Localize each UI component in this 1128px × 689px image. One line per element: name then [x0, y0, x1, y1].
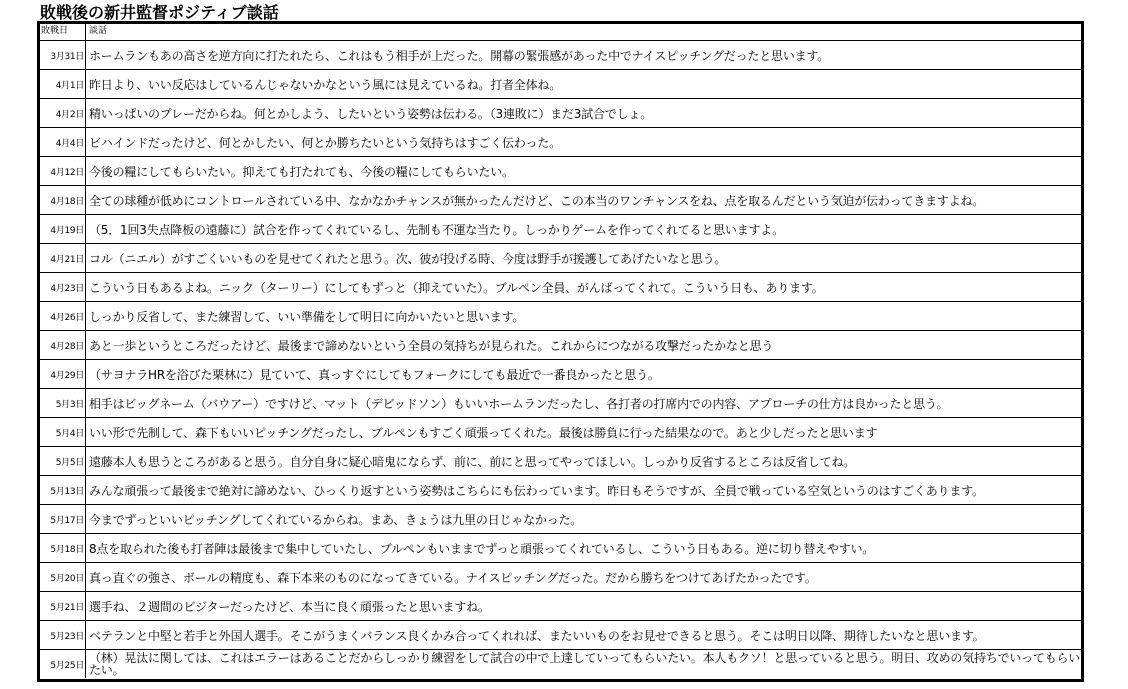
- table-row: [40, 621, 1081, 650]
- comment-cell: ホームランもあの高さを逆方向に打たれたら、これはもう相手が上だった。開幕の緊張感があった中でナイスピッチングだったと思います。: [89, 48, 830, 63]
- table-row: [40, 563, 1081, 592]
- table-row: [40, 41, 1081, 70]
- loss-date-cell: 4月23日: [40, 273, 86, 301]
- table-row: [40, 186, 1081, 215]
- loss-date-cell: 5月13日: [40, 476, 86, 504]
- header-comment: 談話: [89, 26, 108, 36]
- loss-date-cell: 4月28日: [40, 331, 86, 359]
- table-header-row: [40, 24, 1081, 41]
- loss-date-cell: 5月25日: [40, 650, 86, 678]
- comment-cell: 遠藤本人も思うところがあると思う。自分自身に疑心暗鬼にならず、前に、前にと思ってやってほしい。しっかり反省するところは反省してね。: [89, 454, 856, 469]
- header-date: 敗戦日: [40, 24, 86, 40]
- loss-date-cell: 4月2日: [40, 99, 86, 127]
- comment-cell: （林）晃汰に関しては、これはエラーはあることだからしっかり練習をして試合の中で上達していってもらいたい。本人もクソ！と思っていると思う。明日、攻めの気持ちでいってもらいたい。: [89, 651, 1081, 677]
- loss-date-cell: 5月4日: [40, 418, 86, 446]
- table-row: [40, 389, 1081, 418]
- comment-cell: 8点を取られた後も打者陣は最後まで集中していたし、ブルペンもいままでずっと頑張ってくれているし、こういう日もある。逆に切り替えやすい。: [89, 541, 875, 556]
- page-title: 敗戦後の新井監督ポジティブ談話: [40, 3, 279, 22]
- table-row: [40, 128, 1081, 157]
- loss-date-cell: 4月18日: [40, 186, 86, 214]
- table-row: [40, 302, 1081, 331]
- comment-cell: こういう日もあるよね。ニック（ターリー）にしてもずっと（抑えていた）。ブルペン全員、がんばってくれて。こういう日も、あります。: [89, 280, 824, 295]
- table-row: [40, 650, 1081, 678]
- comment-cell: みんな頑張って最後まで絶対に諦めない、ひっくり返すという姿勢はこちらにも伝わっています。昨日もそうですが、全員で戦っている空気というのはすごくあります。: [89, 483, 984, 498]
- comment-cell: コル（ニエル）がすごくいいものを見せてくれたと思う。次、彼が投げる時、今度は野手が援護してあげたいなと思う。: [89, 251, 727, 266]
- comment-cell: ベテランと中堅と若手と外国人選手。そこがうまくバランス良くかみ合ってくれれば、またいいものをお見せできると思う。そこは明日以降、期待したいなと思います。: [89, 628, 985, 643]
- comment-cell: 全ての球種が低めにコントロールされている中、なかなかチャンスが無かったんだけど、この本当のワンチャンスをね、点を取るんだという気迫が伝わってきますよね。: [89, 193, 985, 208]
- comment-cell: 今までずっといいピッチングしてくれているからね。まあ、きょうは九里の日じゃなかった。: [89, 512, 583, 527]
- comment-cell: 選手ね、２週間のビジターだったけど、本当に良く頑張ったと思いますね。: [89, 599, 490, 614]
- loss-date-cell: 3月31日: [40, 41, 86, 69]
- table-body: [40, 41, 1081, 678]
- comment-cell: 今後の糧にしてもらいたい。抑えても打たれても、今後の糧にしてもらいたい。: [89, 164, 514, 179]
- loss-date-cell: 5月20日: [40, 563, 86, 591]
- loss-date-cell: 5月5日: [40, 447, 86, 475]
- comment-cell: 昨日より、いい反応はしているんじゃないかなという風には見えているね。打者全体ね。: [89, 77, 562, 92]
- comments-table: [37, 21, 1084, 682]
- loss-date-cell: 4月19日: [40, 215, 86, 243]
- table-row: [40, 273, 1081, 302]
- comment-cell: ビハインドだったけど、何とかしたい、何とか勝ちたいという気持ちはすごく伝わった。: [89, 135, 561, 150]
- table-row: [40, 505, 1081, 534]
- table-row: [40, 447, 1081, 476]
- loss-date-cell: 4月1日: [40, 70, 86, 98]
- loss-date-cell: 5月3日: [40, 389, 86, 417]
- table-row: [40, 476, 1081, 505]
- table-row: [40, 418, 1081, 447]
- table-row: [40, 331, 1081, 360]
- comment-cell: 精いっぱいのプレーだからね。何とかしよう、したいという姿勢は伝わる。（3連敗に）まだ3試合でしょ。: [89, 106, 652, 121]
- table-row: [40, 360, 1081, 389]
- comment-cell: （5．1回3失点降板の遠藤に）試合を作ってくれているし、先制も不運な当たり。しっかりゲームを作ってくれてると思いますよ。: [89, 222, 784, 237]
- comment-cell: 相手はビッグネーム（バウアー）ですけど、マット（デビッドソン）もいいホームランだったし、各打者の打席内での内容、アプローチの仕方は良かったと思う。: [89, 396, 949, 411]
- table-row: [40, 70, 1081, 99]
- comment-cell: いい形で先制して、森下もいいピッチングだったし、ブルペンもすごく頑張ってくれた。最後は勝負に行った結果なので。あと少しだったと思います: [89, 425, 878, 440]
- loss-date-cell: 5月17日: [40, 505, 86, 533]
- loss-date-cell: 5月23日: [40, 621, 86, 649]
- comment-cell: （サヨナラHRを浴びた栗林に）見ていて、真っすぐにしてもフォークにしても最近で一番良かったと思う。: [89, 367, 660, 382]
- loss-date-cell: 5月21日: [40, 592, 86, 620]
- comment-cell: あと一歩というところだったけど、最後まで諦めないという全員の気持ちが見られた。これからにつながる攻撃だったかなと思う: [89, 338, 774, 353]
- table-row: [40, 99, 1081, 128]
- comment-cell: 真っ直ぐの強さ、ボールの精度も、森下本来のものになってきている。ナイスピッチングだった。だから勝ちをつけてあげたかったです。: [89, 570, 817, 585]
- loss-date-cell: 5月18日: [40, 534, 86, 562]
- comment-cell: しっかり反省して、また練習して、いい準備をして明日に向かいたいと思います。: [89, 309, 525, 324]
- table-row: [40, 534, 1081, 563]
- table-row: [40, 244, 1081, 273]
- loss-date-cell: 4月21日: [40, 244, 86, 272]
- loss-date-cell: 4月29日: [40, 360, 86, 388]
- loss-date-cell: 4月12日: [40, 157, 86, 185]
- table-row: [40, 157, 1081, 186]
- table-row: [40, 592, 1081, 621]
- loss-date-cell: 4月4日: [40, 128, 86, 156]
- table-row: [40, 215, 1081, 244]
- loss-date-cell: 4月26日: [40, 302, 86, 330]
